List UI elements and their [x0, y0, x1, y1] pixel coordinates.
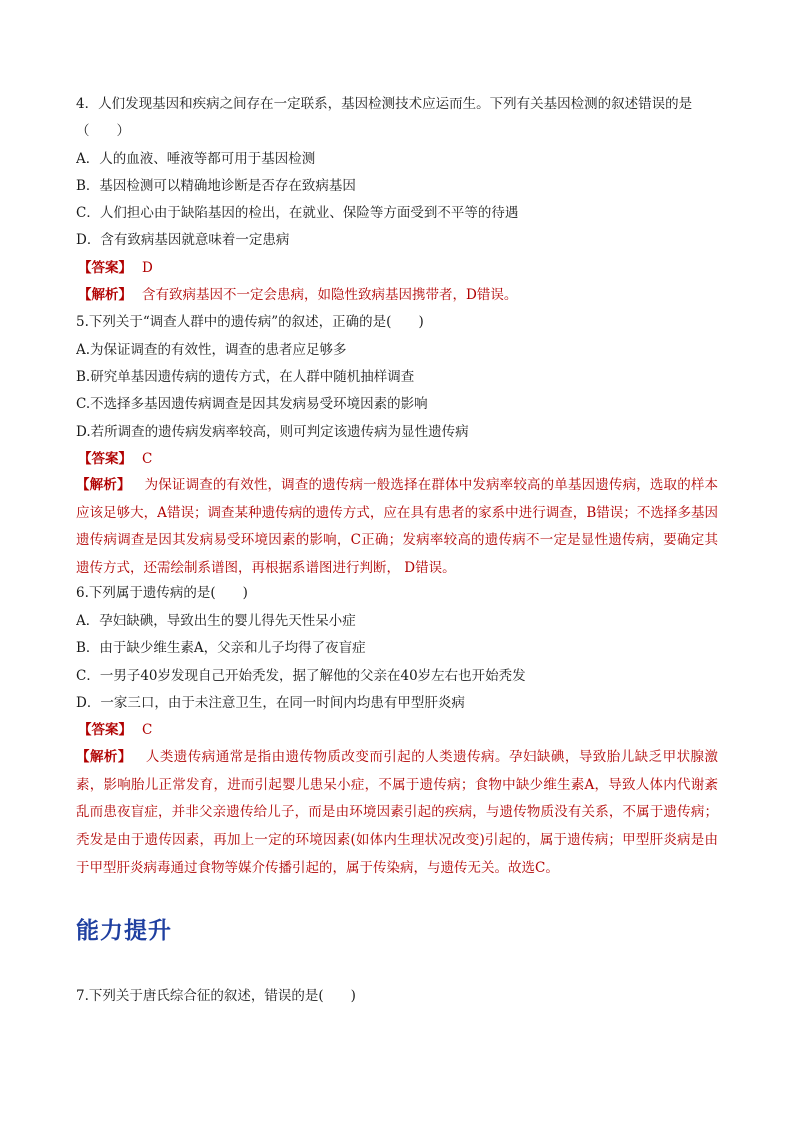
q6-analysis	[76, 744, 718, 883]
q4-option-a: A．人的血液、唾液等都可用于基因检测	[76, 151, 316, 167]
q5-option-d: D.若所调查的遗传病发病率较高，则可判定该遗传病为显性遗传病	[76, 424, 469, 440]
answer-value: C	[142, 451, 153, 467]
answer-tag: 【答案】	[78, 260, 132, 276]
analysis-text: 人类遗传病通常是指由遗传物质改变而引起的人类遗传病。孕妇缺碘，导致胎儿缺乏甲状腺激素，影响胎儿正常发育，进而引起婴儿患呆小症，不属于遗传病；食物中缺少维生素A，导致人体内代谢紊乱而患夜盲症，并非父亲遗传给儿子，而是由环境因素引起的疾病，与遗传物质没有关系，不属于遗传病；秃发是由于遗传因素，再加上一定的环境因素(如体内生理状况改变)引起的，属于遗传病；甲型肝炎病是由于甲型肝炎病毒通过食物等媒介传播引起的，属于传染病，与遗传无关。故选C。	[76, 749, 719, 876]
q4-option-d: D．含有致病基因就意味着一定患病	[76, 232, 290, 248]
analysis-tag: 【解析】	[76, 477, 131, 493]
q6-stem: 6.下列属于遗传病的是( )	[76, 585, 248, 601]
q5-option-c: C.不选择多基因遗传病调查是因其发病易受环境因素的影响	[76, 396, 428, 412]
q6-option-c: C．一男子40岁发现自己开始秃发，据了解他的父亲在40岁左右也开始秃发	[76, 668, 526, 684]
answer-value: D	[142, 260, 153, 276]
answer-tag: 【答案】	[78, 451, 132, 467]
q4-stem: 4．人们发现基因和疾病之间存在一定联系，基因检测技术应运而生。下列有关基因检测的叙述错误的是	[76, 96, 693, 112]
q5-option-a: A.为保证调查的有效性，调查的患者应足够多	[76, 342, 347, 358]
q4-blank: （ ）	[76, 123, 130, 139]
q4-option-b: B．基因检测可以精确地诊断是否存在致病基因	[76, 178, 356, 194]
answer-value: C	[142, 722, 153, 738]
q6-option-b: B．由于缺少维生素A，父亲和儿子均得了夜盲症	[76, 640, 366, 656]
analysis-tag: 【解析】	[78, 287, 132, 303]
q5-answer	[78, 449, 728, 469]
q6-answer	[78, 720, 728, 740]
q5-option-b: B.研究单基因遗传病的遗传方式，在人群中随机抽样调查	[76, 369, 415, 385]
q5-analysis	[76, 472, 718, 583]
q4-option-c: C．人们担心由于缺陷基因的检出，在就业、保险等方面受到不平等的待遇	[76, 205, 519, 221]
q4-analysis	[78, 285, 728, 305]
q7-stem: 7.下列关于唐氏综合征的叙述，错误的是( )	[76, 988, 356, 1004]
q6-option-a: A．孕妇缺碘，导致出生的婴儿得先天性呆小症	[76, 613, 356, 629]
q6-option-d: D．一家三口，由于未注意卫生，在同一时间内均患有甲型肝炎病	[76, 695, 465, 711]
section-title: 能力提升	[76, 918, 172, 944]
answer-tag: 【答案】	[78, 722, 132, 738]
analysis-text: 含有致病基因不一定会患病，如隐性致病基因携带者，D错误。	[142, 287, 518, 303]
q4-answer	[78, 258, 728, 278]
analysis-tag: 【解析】	[76, 749, 132, 765]
analysis-text: 为保证调查的有效性，调查的遗传病一般选择在群体中发病率较高的单基因遗传病，选取的样本应该足够大，A错误；调查某种遗传病的遗传方式，应在具有患者的家系中进行调查，B错误；不选择多基因遗传病调查是因其发病易受环境因素的影响，C正确；发病率较高的遗传病不一定是显性遗传病，要确定其遗传方式，还需绘制系谱图，再根据系谱图进行判断， D错误。	[76, 477, 719, 577]
q5-stem: 5.下列关于“调查人群中的遗传病”的叙述，正确的是( )	[76, 314, 424, 330]
